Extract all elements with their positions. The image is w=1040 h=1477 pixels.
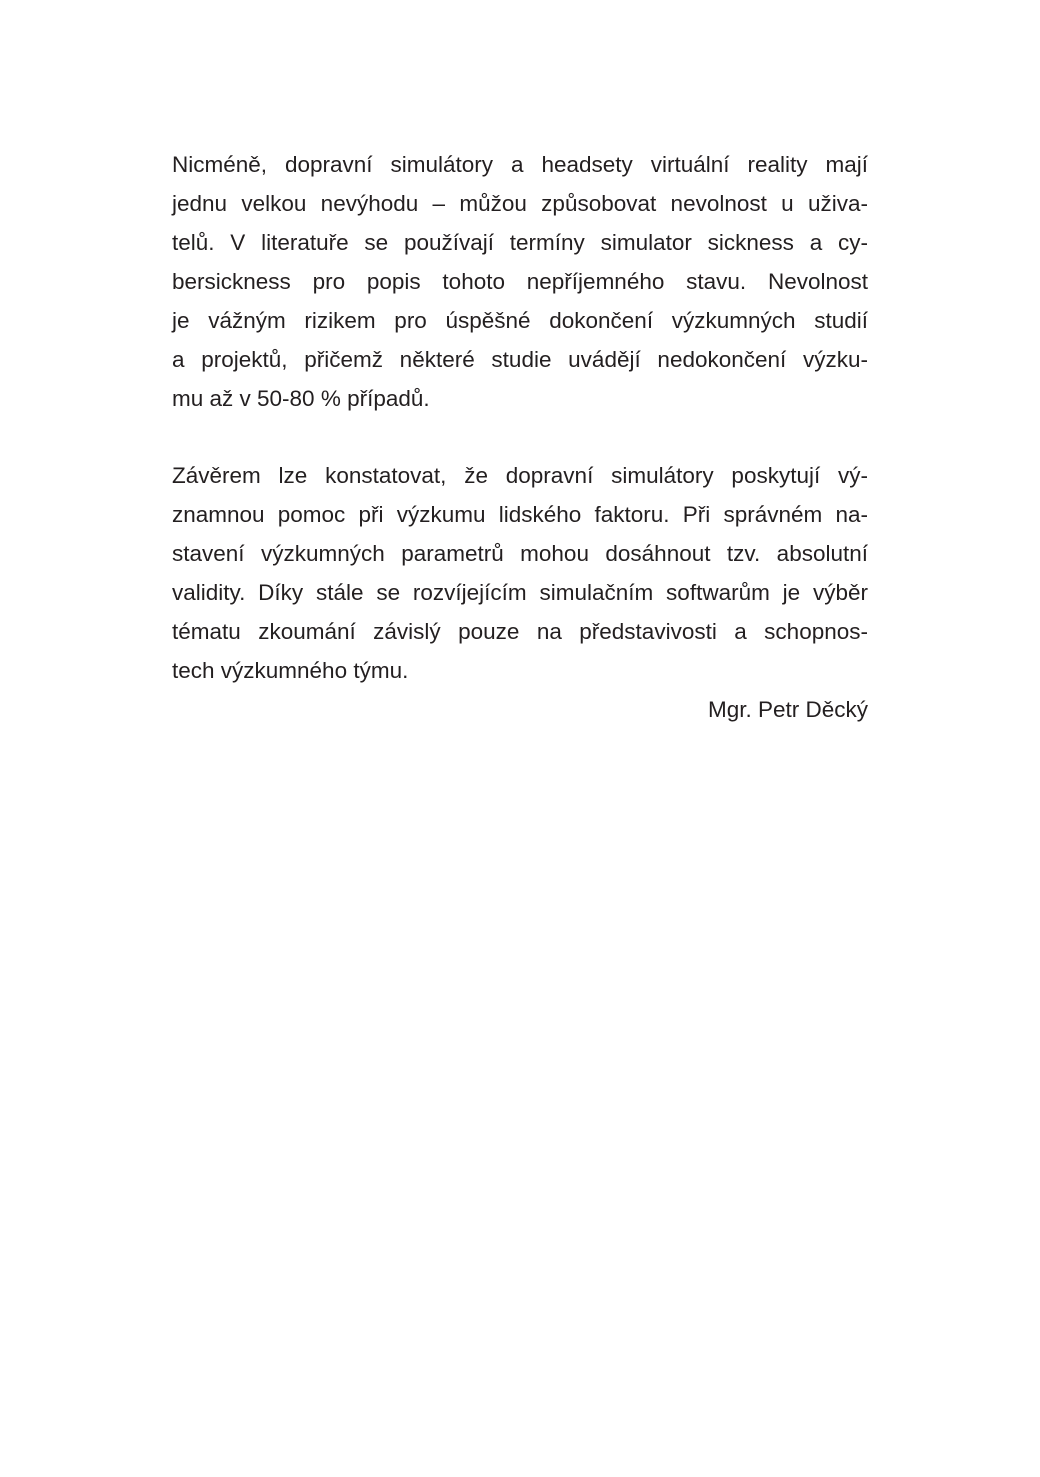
paragraph-line: a projektů, přičemž některé studie uvádějí nedokončení výzku- <box>172 347 868 372</box>
paragraph-line: stavení výzkumných parametrů mohou dosáhnout tzv. absolutní <box>172 541 868 566</box>
paragraph-line: Závěrem lze konstatovat, že dopravní simulátory poskytují vý- <box>172 463 868 488</box>
paragraph-line: validity. Díky stále se rozvíjejícím simulačním softwarům je výběr <box>172 580 868 605</box>
paragraph-line: je vážným rizikem pro úspěšné dokončení výzkumných studií <box>172 308 868 333</box>
paragraph-line: jednu velkou nevýhodu – můžou způsobovat nevolnost u uživa- <box>172 191 868 216</box>
author-signature: Mgr. Petr Děcký <box>707 697 868 722</box>
paragraph-line: telů. V literatuře se používají termíny simulator sickness a cy- <box>172 230 868 255</box>
paragraph-line: mu až v 50-80 % případů. <box>172 386 430 411</box>
paragraph-line: tématu zkoumání závislý pouze na představivosti a schopnos- <box>172 619 868 644</box>
paragraph-simulator-sickness <box>172 145 868 418</box>
paragraph-line: tech výzkumného týmu. <box>172 658 409 683</box>
paragraph-conclusion <box>172 456 868 690</box>
paragraph-line: Nicméně, dopravní simulátory a headsety virtuální reality mají <box>172 152 868 177</box>
paragraph-line: znamnou pomoc při výzkumu lidského faktoru. Při správném na- <box>172 502 868 527</box>
paragraph-line: bersickness pro popis tohoto nepříjemného stavu. Nevolnost <box>172 269 868 294</box>
